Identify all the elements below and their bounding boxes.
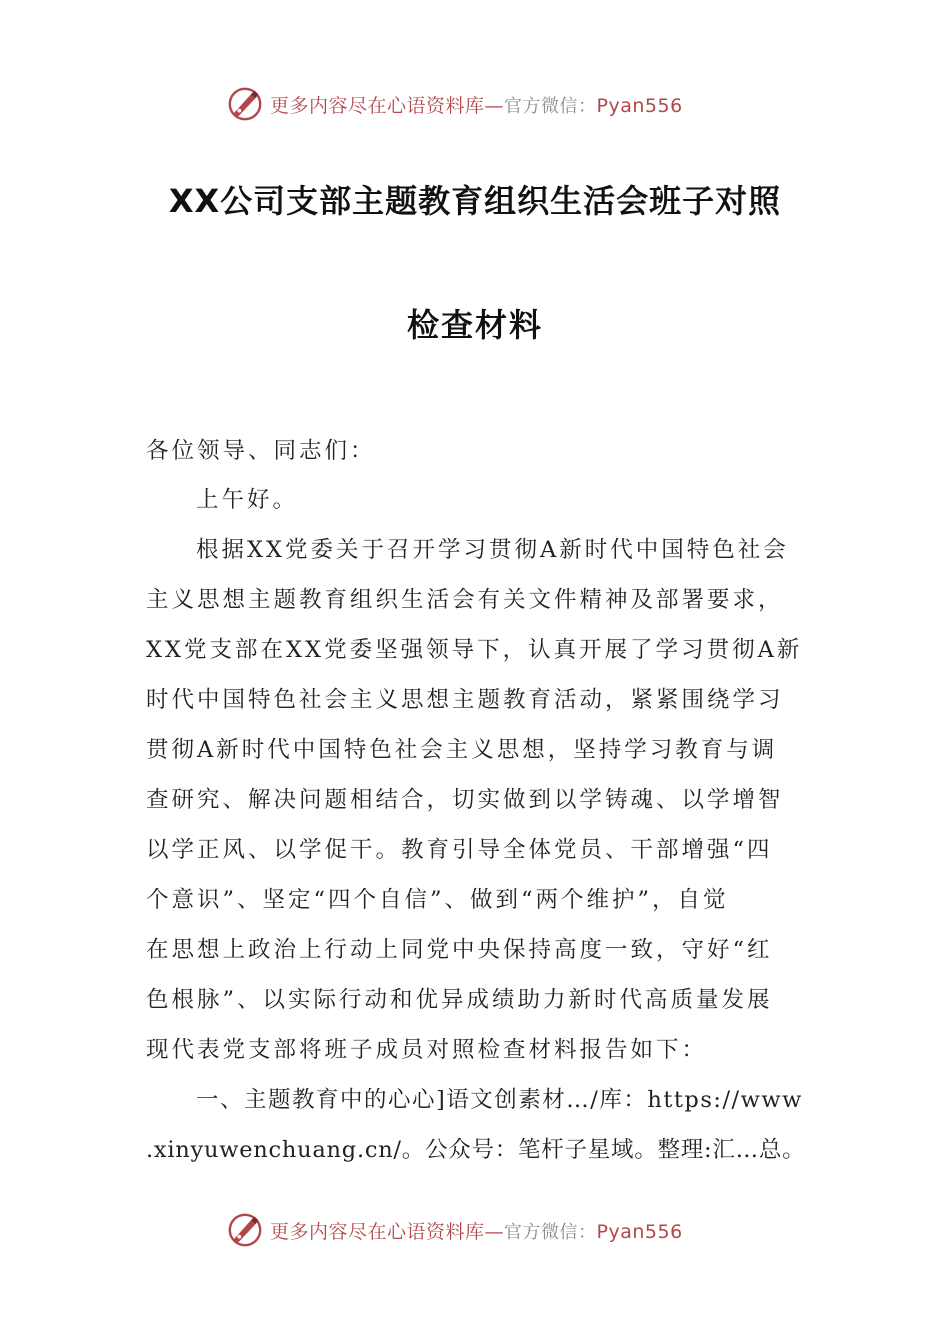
paragraph-line: 查研究、解决问题相结合，切实做到以学铸魂、以学增智 — [146, 787, 784, 813]
salutation: 各位领导、同志们： — [146, 438, 376, 464]
pen-circle-logo-icon — [226, 85, 264, 123]
paragraph-line: .xinyuwenchuang.cn/。公众号：笔杆子星域。整理:汇…总。 — [146, 1137, 806, 1163]
paragraph-line: 主义思想主题教育组织生活会有关文件精神及部署要求， — [146, 587, 784, 613]
paragraph-line: 贯彻A新时代中国特色社会主义思想，坚持学习教育与调 — [146, 737, 778, 763]
section-heading-line: 一、主题教育中的心心]语文创素材…/库：https://www — [196, 1087, 803, 1113]
header-banner — [226, 84, 726, 124]
greeting: 上午好。 — [196, 487, 299, 513]
paragraph-line: 时代中国特色社会主义思想主题教育活动，紧紧围绕学习 — [146, 687, 784, 713]
paragraph-line: 个意识”、坚定“四个自信”、做到“两个维护”，自觉 — [146, 887, 729, 913]
footer-banner — [226, 1210, 726, 1250]
paragraph-line: 现代表党支部将班子成员对照检查材料报告如下： — [146, 1037, 708, 1063]
banner-text: 更多内容尽在心语资料库—官方微信：Pyan556 — [270, 1220, 683, 1243]
document-title-line-2: 检查材料 — [406, 306, 543, 344]
pen-circle-logo-icon — [226, 1211, 264, 1249]
paragraph-line: 根据XX党委关于召开学习贯彻A新时代中国特色社会 — [196, 537, 789, 563]
paragraph-line: XX党支部在XX党委坚强领导下，认真开展了学习贯彻A新 — [146, 637, 803, 663]
document-title-line-1: XX公司支部主题教育组织生活会班子对照 — [168, 182, 782, 220]
paragraph-line: 在思想上政治上行动上同党中央保持高度一致，守好“红 — [146, 937, 773, 963]
banner-text: 更多内容尽在心语资料库—官方微信：Pyan556 — [270, 94, 683, 117]
paragraph-line: 色根脉”、以实际行动和优异成绩助力新时代高质量发展 — [146, 987, 773, 1013]
paragraph-line: 以学正风、以学促干。教育引导全体党员、干部增强“四 — [146, 837, 773, 863]
